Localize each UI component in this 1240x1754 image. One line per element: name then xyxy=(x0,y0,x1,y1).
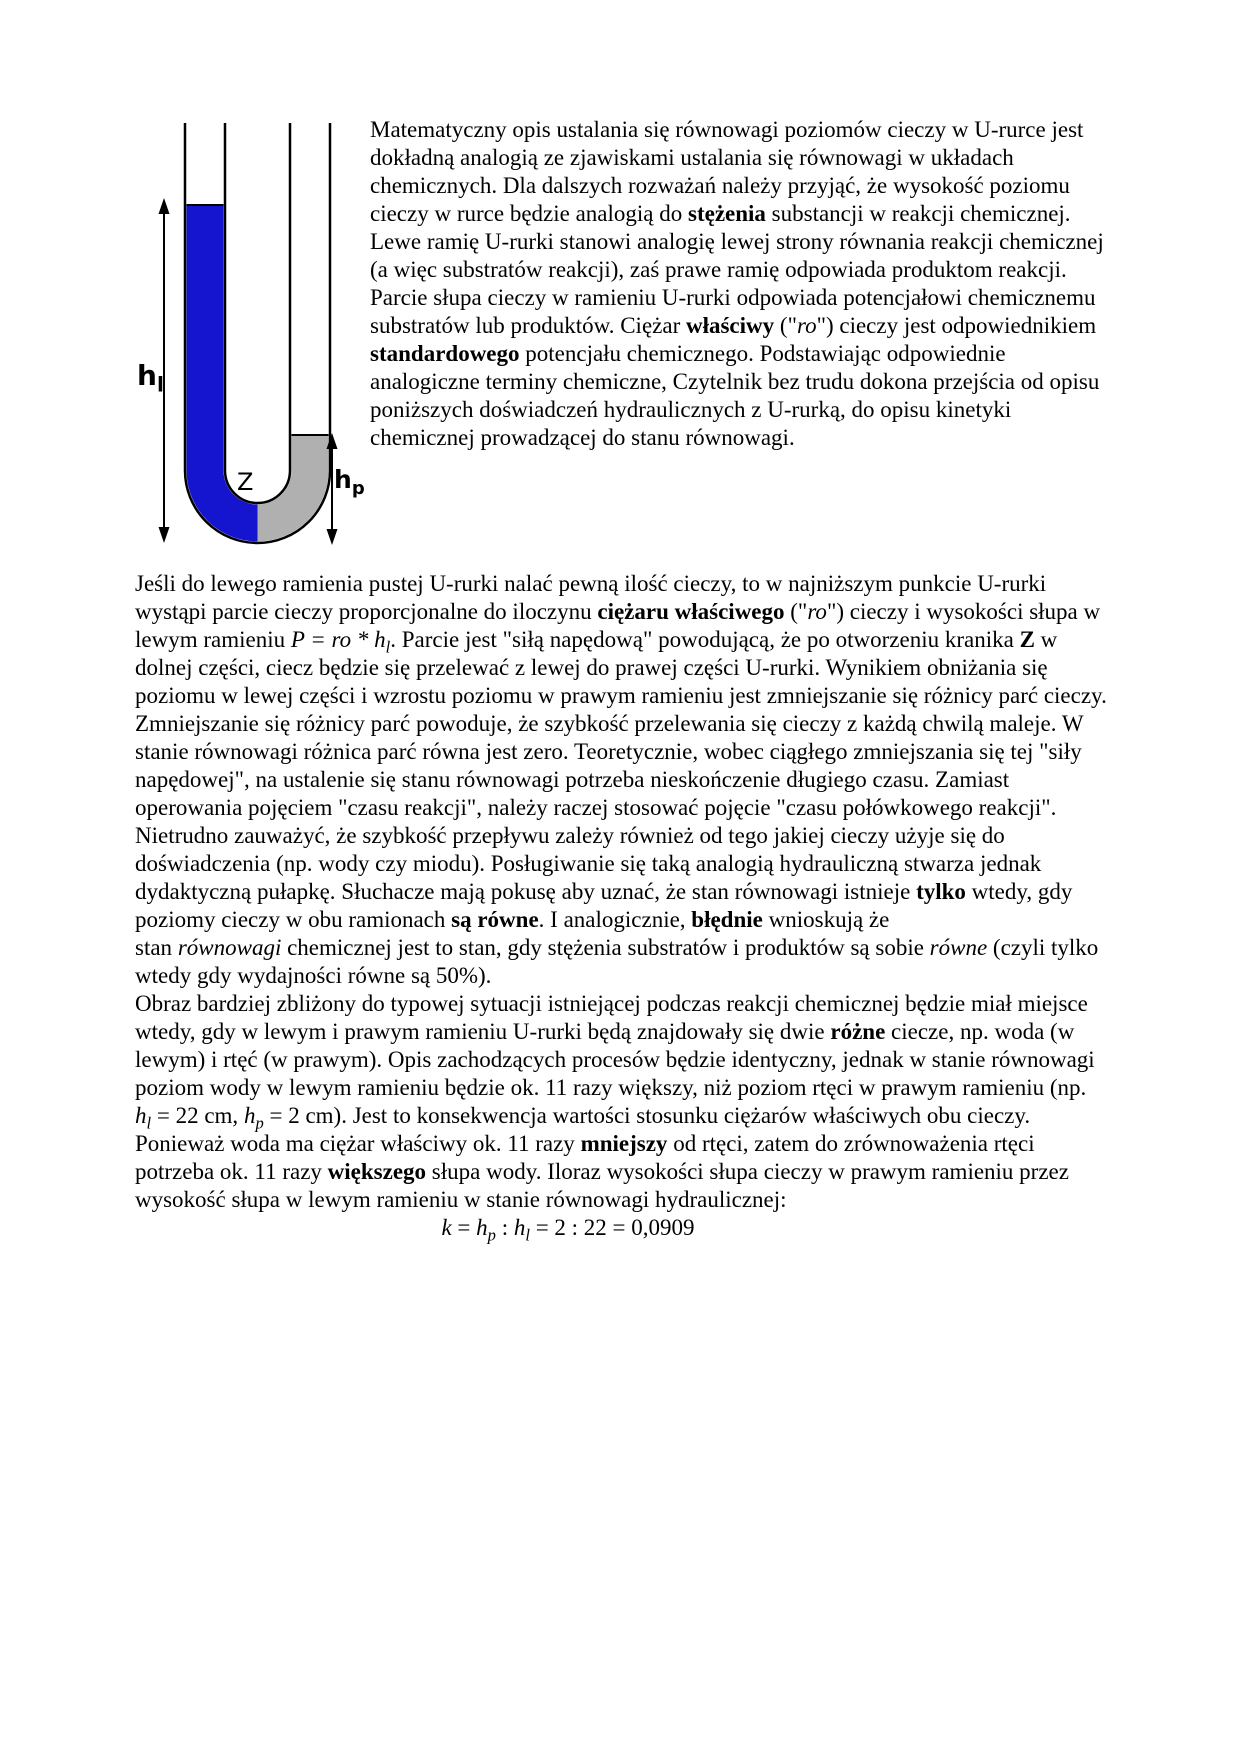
label-h-left xyxy=(137,359,164,397)
valve-label: Z xyxy=(237,468,254,496)
equilibrium-formula: $k = h_p$ : $h_l = 2$ : 22 = 0,0909 xyxy=(441,1215,695,1245)
label-h-right-base: h xyxy=(334,465,352,494)
u-tube-svg xyxy=(135,118,370,570)
tube-outline-inner xyxy=(225,123,290,503)
right-liquid-column xyxy=(258,435,329,542)
intro-paragraph: Matematyczny opis ustalania się równowagi poziomów cieczy w U-rurce jest dokładną analogią ze zjawiskami ustalania się równowagi w układach chemicznych. Dla dalszych rozważań należy przyjąć, że wysokość poziomu cieczy w rurce będzie analogią do stężenia substancji w reakcji chemicznej. Lewe ramię U-rurki stanowi analogię lewej strony równania reakcji chemicznej (a więc substratów reakcji), zaś prawe ramię odpowiada produktom reakcji. Parcie słupa cieczy w ramieniu U-rurki odpowiada potencjałowi chemicznemu substratów lub produktów. Ciężar właściwy ("ro") cieczy jest odpowiednikiem standardowego potencjału chemicznego. Podstawiając odpowiednie analogiczne terminy chemiczne, Czytelnik bez trudu dokona przejścia od opisu poniższych doświadczeń hydraulicznych z U-rurką, do opisu kinetyki chemicznej prowadzącej do stanu równowagi. xyxy=(370,117,1104,450)
paragraph-two-liquids: Obraz bardziej zbliżony do typowej sytuacji istniejącej podczas reakcji chemicznej będzie miał miejsce wtedy, gdy w lewym i prawym ramieniu U-rurki będą znajdowały się dwie różne ciecze, np. woda (w lewym) i rtęć (w prawym). Opis zachodzących procesów będzie identyczny, jednak w stanie równowagi poziom wody w lewym ramieniu będzie ok. 11 razy większy, niż poziom rtęci w prawym ramieniu (np. $h_l = 22$ cm, $h_p = 2$ cm). Jest to konsekwencja wartości stosunku ciężarów właściwych obu cieczy. Ponieważ woda ma ciężar właściwy ok. 11 razy mniejszy od rtęci, zatem do zrównoważenia rtęci potrzeba ok. 11 razy większego słupa wody. Iloraz wysokości słupa cieczy w prawym ramieniu przez wysokość słupa w lewym ramieniu w stanie równowagi hydraulicznej: xyxy=(135,991,1095,1212)
label-h-right-sub: p xyxy=(351,478,365,499)
label-h-right xyxy=(334,465,365,499)
label-h-left-base: h xyxy=(137,359,157,392)
paragraph-hydraulic-analogy: Jeśli do lewego ramienia pustej U-rurki nalać pewną ilość cieczy, to w najniższym punkcie U-rurki wystąpi parcie cieczy proporcjonalne do iloczynu ciężaru właściwego ("ro") cieczy i wysokości słupa w lewym ramieniu P = ro * $h_l$. Parcie jest "siłą napędową" powodującą, że po otworzeniu kranika Z w dolnej części, ciecz będzie się przelewać z lewej do prawej części U-rurki. Wynikiem obniżania się poziomu w lewej części i wzrostu poziomu w prawym ramieniu jest zmniejszanie się różnicy parć cieczy. Zmniejszanie się różnicy parć powoduje, że szybkość przelewania się cieczy z każdą chwilą maleje. W stanie równowagi różnica parć równa jest zero. Teoretycznie, wobec ciągłego zmniejszania się tej "siły napędowej", na ustalenie się stanu równowagi potrzeba nieskończenie długiego czasu. Zamiast operowania pojęciem "czasu reakcji", należy raczej stosować pojęcie "czasu połówkowego reakcji". Nietrudno zauważyć, że szybkość przepływu zależy również od tego jakiej cieczy użyje się do doświadczenia (np. wody czy miodu). Posługiwanie się taką analogią hydrauliczną stwarza jednak dydaktyczną pułapkę. Słuchacze mają pokusę aby uznać, że stan równowagi istnieje tylko wtedy, gdy poziomy cieczy w obu ramionach są równe. I analogicznie, błędnie wnioskują że stan równowagi chemicznej jest to stan, gdy stężenia substratów i produktów są sobie równe (czyli tylko wtedy gdy wydajności równe są 50%). xyxy=(135,571,1107,988)
u-tube-diagram xyxy=(135,118,370,570)
label-h-left-sub: l xyxy=(156,372,164,397)
figure-and-intro-row xyxy=(135,116,1107,570)
